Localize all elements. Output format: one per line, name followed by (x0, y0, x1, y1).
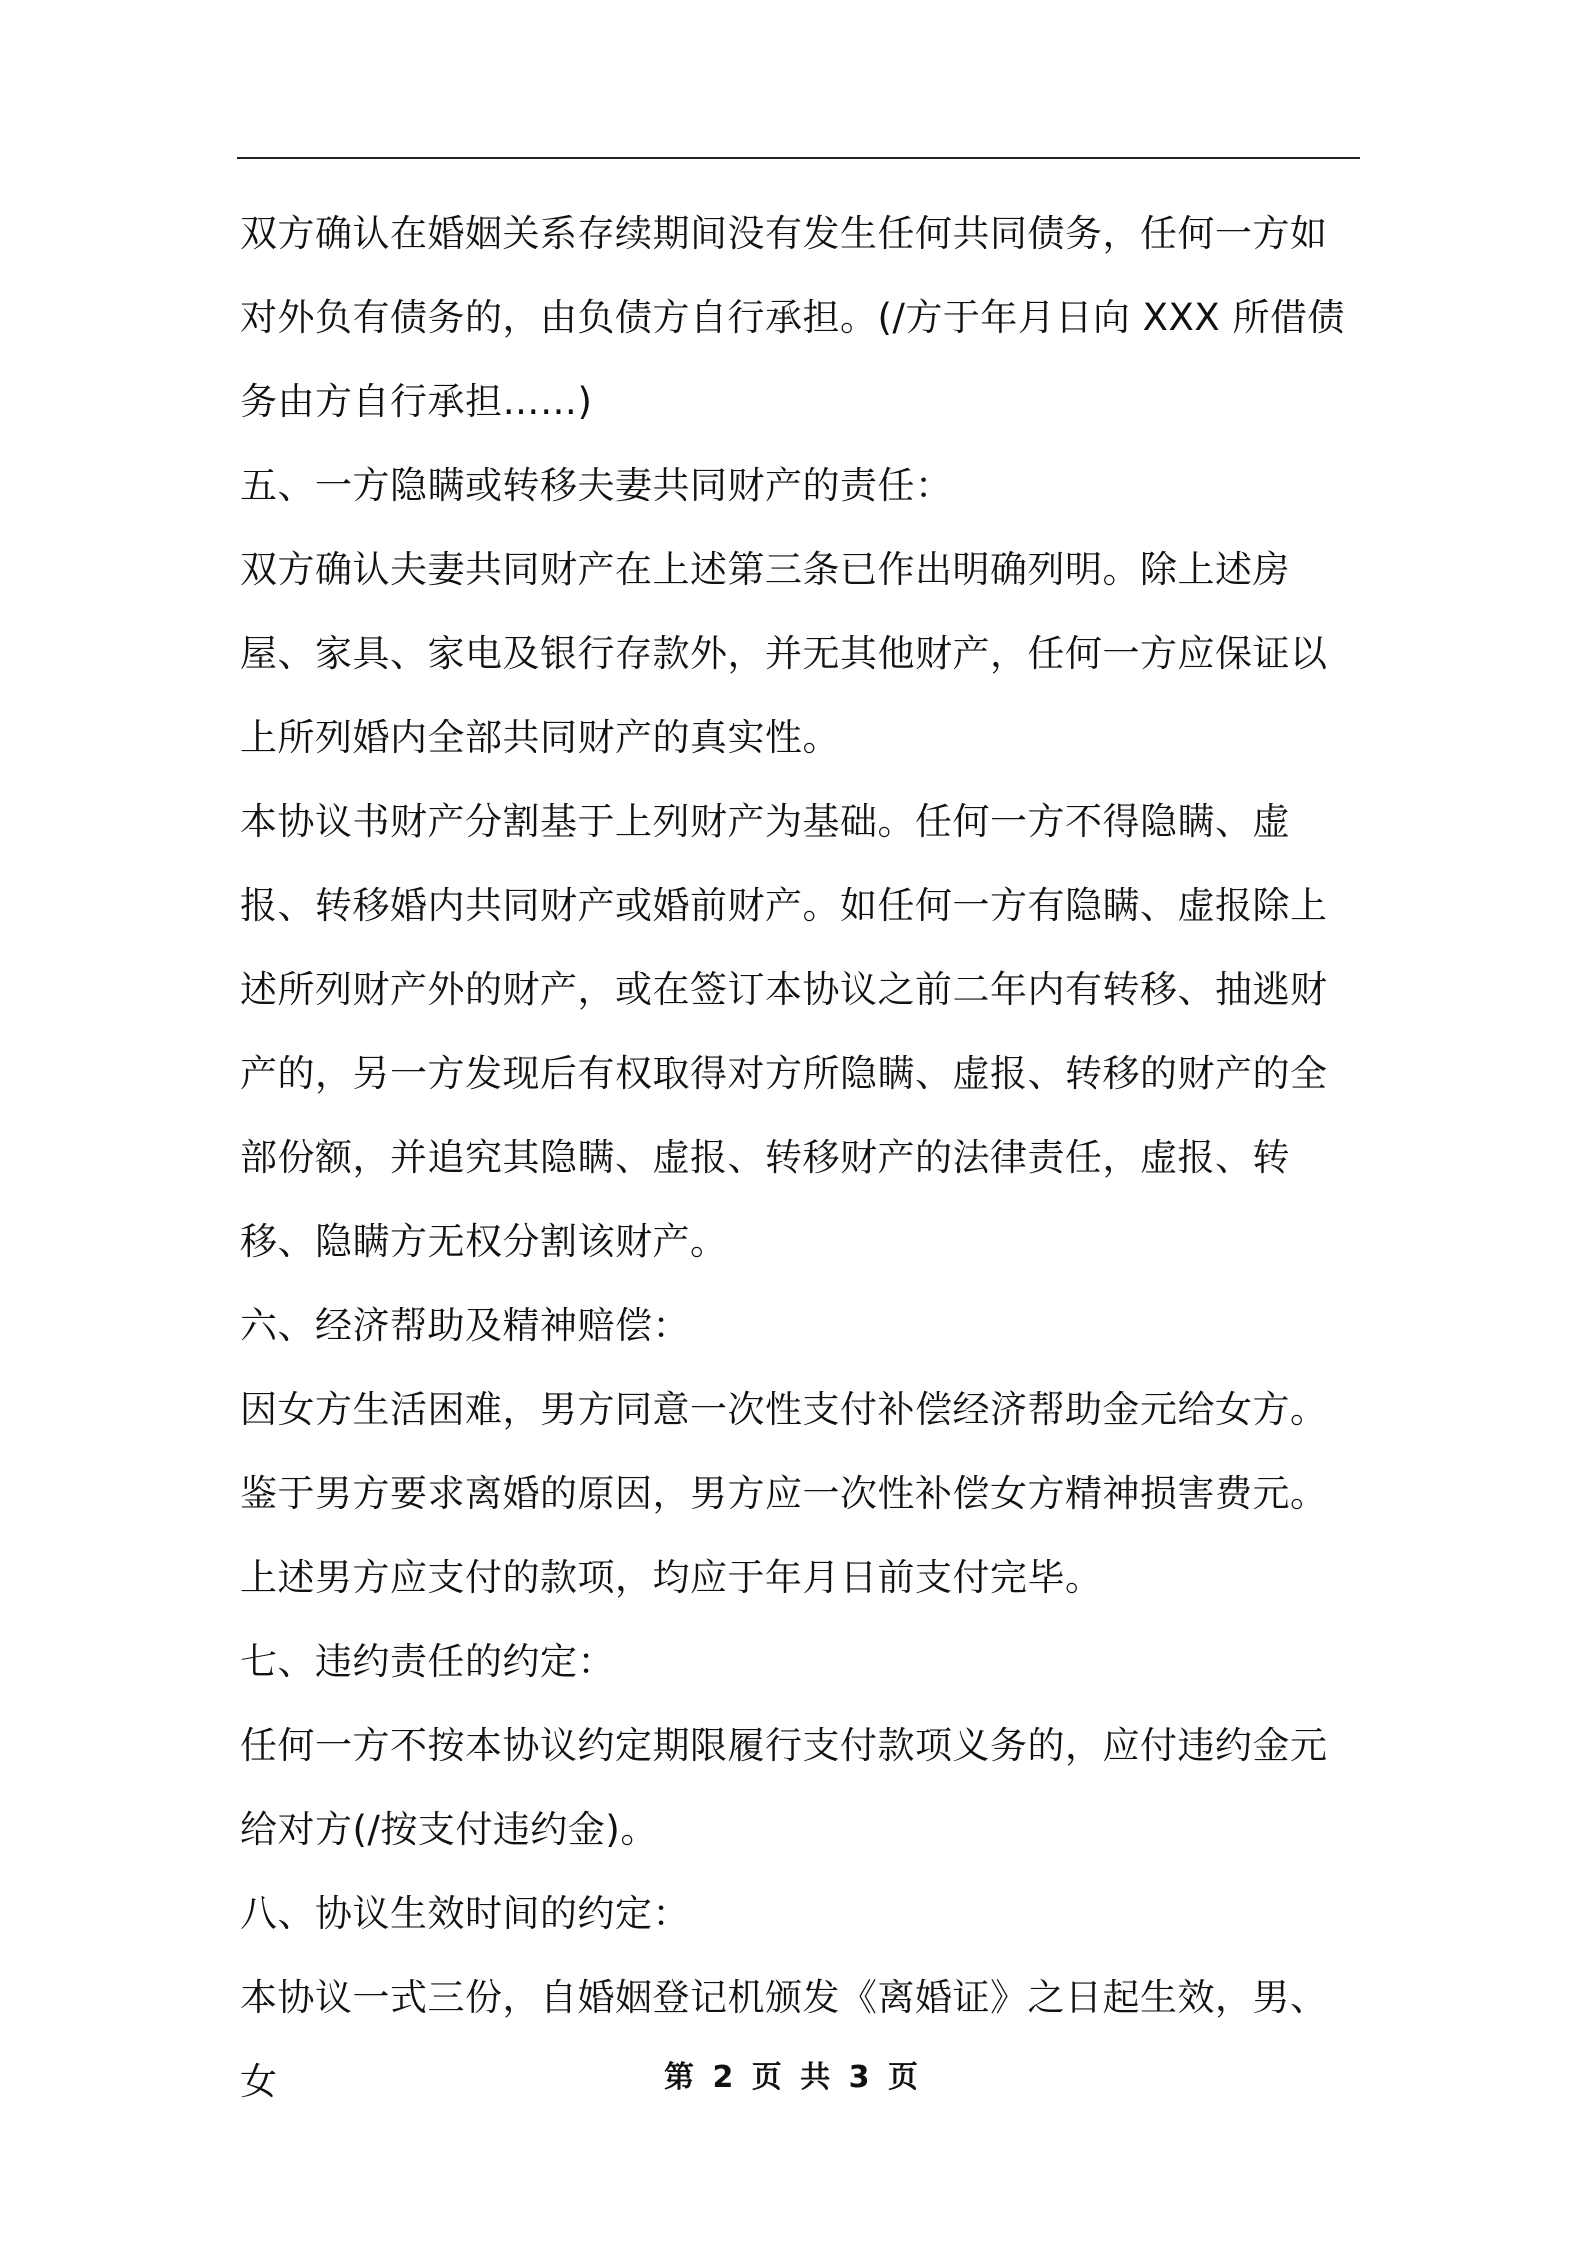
paragraph-property-division: 本协议书财产分割基于上列财产为基础。任何一方不得隐瞒、虚报、转移婚内共同财产或婚前财产。如任何一方有隐瞒、虚报除上述所列财产外的财产，或在签订本协议之前二年内有转移、抽逃财产的，另一方发现后有权取得对方所隐瞒、虚报、转移的财产的全部份额，并追究其隐瞒、虚报、转移财产的法律责任，虚报、转移、隐瞒方无权分割该财产。 (240, 800, 1328, 1263)
section-heading-8: 八、协议生效时间的约定： (240, 1892, 690, 1935)
page-number: 第 2 页 共 3 页 (664, 2060, 922, 2095)
section-heading-7: 七、违约责任的约定： (240, 1640, 615, 1683)
section-heading-5: 五、一方隐瞒或转移夫妻共同财产的责任： (240, 464, 953, 507)
document-body (240, 192, 1362, 2124)
paragraph-effective: 本协议一式三份，自婚姻登记机颁发《离婚证》之日起生效，男、女 (240, 1976, 1328, 2103)
paragraph-breach: 任何一方不按本协议约定期限履行支付款项义务的，应付违约金元给对方(/按支付违约金)。 (240, 1724, 1328, 1851)
paragraph-debts: 双方确认在婚姻关系存续期间没有发生任何共同债务，任何一方如对外负有债务的，由负债方自行承担。(/方于年月日向 XXX 所借债务由方自行承担……) (240, 212, 1345, 423)
header-divider (237, 157, 1360, 159)
section-heading-6: 六、经济帮助及精神赔偿： (240, 1304, 690, 1347)
paragraph-property-confirmation: 双方确认夫妻共同财产在上述第三条已作出明确列明。除上述房屋、家具、家电及银行存款外，并无其他财产，任何一方应保证以上所列婚内全部共同财产的真实性。 (240, 548, 1328, 759)
paragraph-compensation: 因女方生活困难，男方同意一次性支付补偿经济帮助金元给女方。鉴于男方要求离婚的原因，男方应一次性补偿女方精神损害费元。上述男方应支付的款项，均应于年月日前支付完毕。 (240, 1388, 1328, 1599)
